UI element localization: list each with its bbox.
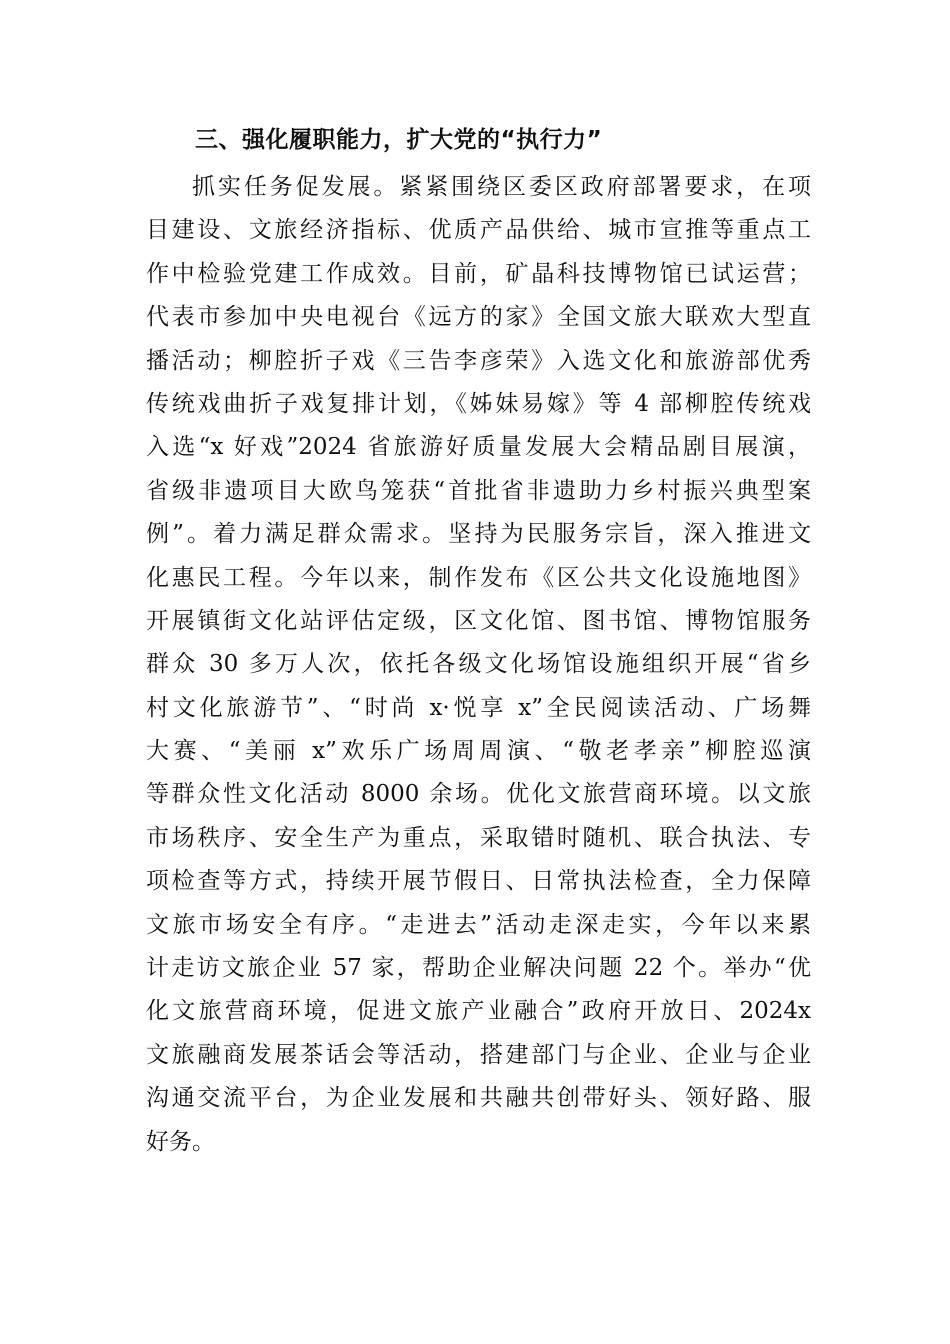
paragraph-line: 项检查等方式，持续开展节假日、日常执法检查，全力保障 [146, 868, 811, 895]
paragraph-line: 目建设、文旅经济指标、优质产品供给、城市宣推等重点工 [146, 217, 811, 244]
paragraph-line: 好务。 [146, 1128, 215, 1155]
paragraph-line: 传统戏曲折子戏复排计划，《姊妹易嫁》等 4 部柳腔传统戏 [146, 390, 811, 417]
paragraph-line: 播活动；柳腔折子戏《三告李彦荣》入选文化和旅游部优秀 [146, 347, 811, 374]
paragraph-line: 入选“x 好戏”2024 省旅游好质量发展大会精品剧目展演， [146, 434, 811, 461]
paragraph-line: 开展镇街文化站评估定级，区文化馆、图书馆、博物馆服务 [146, 607, 811, 634]
paragraph-line: 大赛、“美丽 x”欢乐广场周周演、“敬老孝亲”柳腔巡演 [146, 738, 811, 765]
paragraph-line: 化文旅营商环境，促进文旅产业融合”政府开放日、2024x [146, 998, 811, 1025]
paragraph-line: 作中检验党建工作成效。目前，矿晶科技博物馆已试运营； [146, 260, 811, 287]
body-paragraph [146, 166, 811, 1164]
paragraph-line: 村文化旅游节”、“时尚 x·悦享 x”全民阅读活动、广场舞 [146, 694, 811, 721]
paragraph-line: 省级非遗项目大欧鸟笼获“首批省非遗助力乡村振兴典型案 [146, 477, 811, 504]
paragraph-line: 文旅融商发展茶话会等活动，搭建部门与企业、企业与企业 [146, 1041, 811, 1068]
paragraph-line: 群众 30 多万人次，依托各级文化场馆设施组织开展“省乡 [146, 651, 811, 678]
section-heading: 三、强化履职能力，扩大党的“执行力” [195, 127, 603, 153]
paragraph-line: 市场秩序、安全生产为重点，采取错时随机、联合执法、专 [146, 824, 811, 851]
paragraph-line: 例”。着力满足群众需求。坚持为民服务宗旨，深入推进文 [146, 521, 811, 548]
paragraph-line: 沟通交流平台，为企业发展和共融共创带好头、领好路、服 [146, 1085, 811, 1112]
paragraph-line: 计走访文旅企业 57 家，帮助企业解决问题 22 个。举办“优 [146, 955, 811, 982]
paragraph-line: 代表市参加中央电视台《远方的家》全国文旅大联欢大型直 [146, 304, 811, 331]
paragraph-line: 化惠民工程。今年以来，制作发布《区公共文化设施地图》 [146, 564, 811, 591]
paragraph-line: 文旅市场安全有序。“走进去”活动走深走实，今年以来累 [146, 911, 811, 938]
paragraph-line: 抓实任务促发展。紧紧围绕区委区政府部署要求，在项 [192, 174, 811, 200]
paragraph-line: 等群众性文化活动 8000 余场。优化文旅营商环境。以文旅 [146, 781, 811, 808]
